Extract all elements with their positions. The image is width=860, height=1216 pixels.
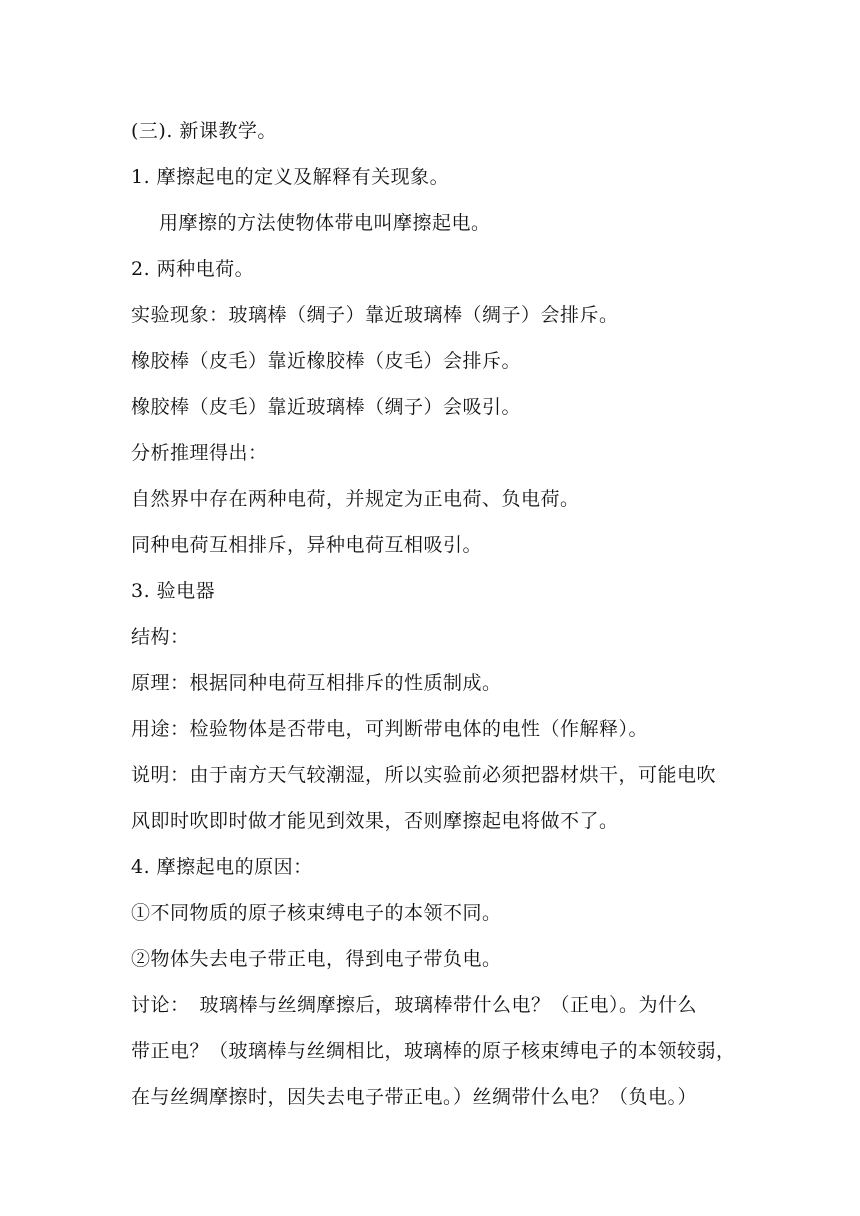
paragraph-line: 分析推理得出： bbox=[131, 442, 268, 464]
document-body bbox=[131, 108, 741, 1120]
paragraph-line: 结构： bbox=[131, 626, 190, 648]
paragraph-line: 带正电？（玻璃棒与丝绸相比，玻璃棒的原子核束缚电子的本领较弱， bbox=[131, 1040, 736, 1062]
paragraph-line: ①不同物质的原子核束缚电子的本领不同。 bbox=[131, 902, 502, 924]
paragraph-line: 原理：根据同种电荷互相排斥的性质制成。 bbox=[131, 672, 502, 694]
paragraph-line: 橡胶棒（皮毛）靠近玻璃棒（绸子）会吸引。 bbox=[131, 396, 522, 418]
paragraph-line: 说明：由于南方天气较潮湿，所以实验前必须把器材烘干，可能电吹 bbox=[131, 764, 717, 786]
subheading: 3. 验电器 bbox=[131, 580, 216, 602]
paragraph-line: 讨论： 玻璃棒与丝绸摩擦后，玻璃棒带什么电？（正电）。为什么 bbox=[131, 994, 698, 1016]
paragraph-line: 用途：检验物体是否带电，可判断带电体的电性（作解释）。 bbox=[131, 718, 649, 740]
subheading: 1. 摩擦起电的定义及解释有关现象。 bbox=[131, 166, 450, 188]
paragraph-line: 风即时吹即时做才能见到效果，否则摩擦起电将做不了。 bbox=[131, 810, 619, 832]
paragraph-line: 在与丝绸摩擦时，因失去电子带正电。）丝绸带什么电？（负电。） bbox=[131, 1086, 698, 1108]
section-heading: (三). 新课教学。 bbox=[131, 120, 277, 142]
paragraph-line: 用摩擦的方法使物体带电叫摩擦起电。 bbox=[159, 212, 491, 234]
paragraph-line: 自然界中存在两种电荷，并规定为正电荷、负电荷。 bbox=[131, 488, 580, 510]
paragraph-line: ②物体失去电子带正电，得到电子带负电。 bbox=[131, 948, 502, 970]
paragraph-line: 实验现象：玻璃棒（绸子）靠近玻璃棒（绸子）会排斥。 bbox=[131, 304, 619, 326]
subheading: 2. 两种电荷。 bbox=[131, 258, 255, 280]
paragraph-line: 同种电荷互相排斥，异种电荷互相吸引。 bbox=[131, 534, 483, 556]
subheading: 4. 摩擦起电的原因： bbox=[131, 856, 313, 878]
paragraph-line: 橡胶棒（皮毛）靠近橡胶棒（皮毛）会排斥。 bbox=[131, 350, 522, 372]
